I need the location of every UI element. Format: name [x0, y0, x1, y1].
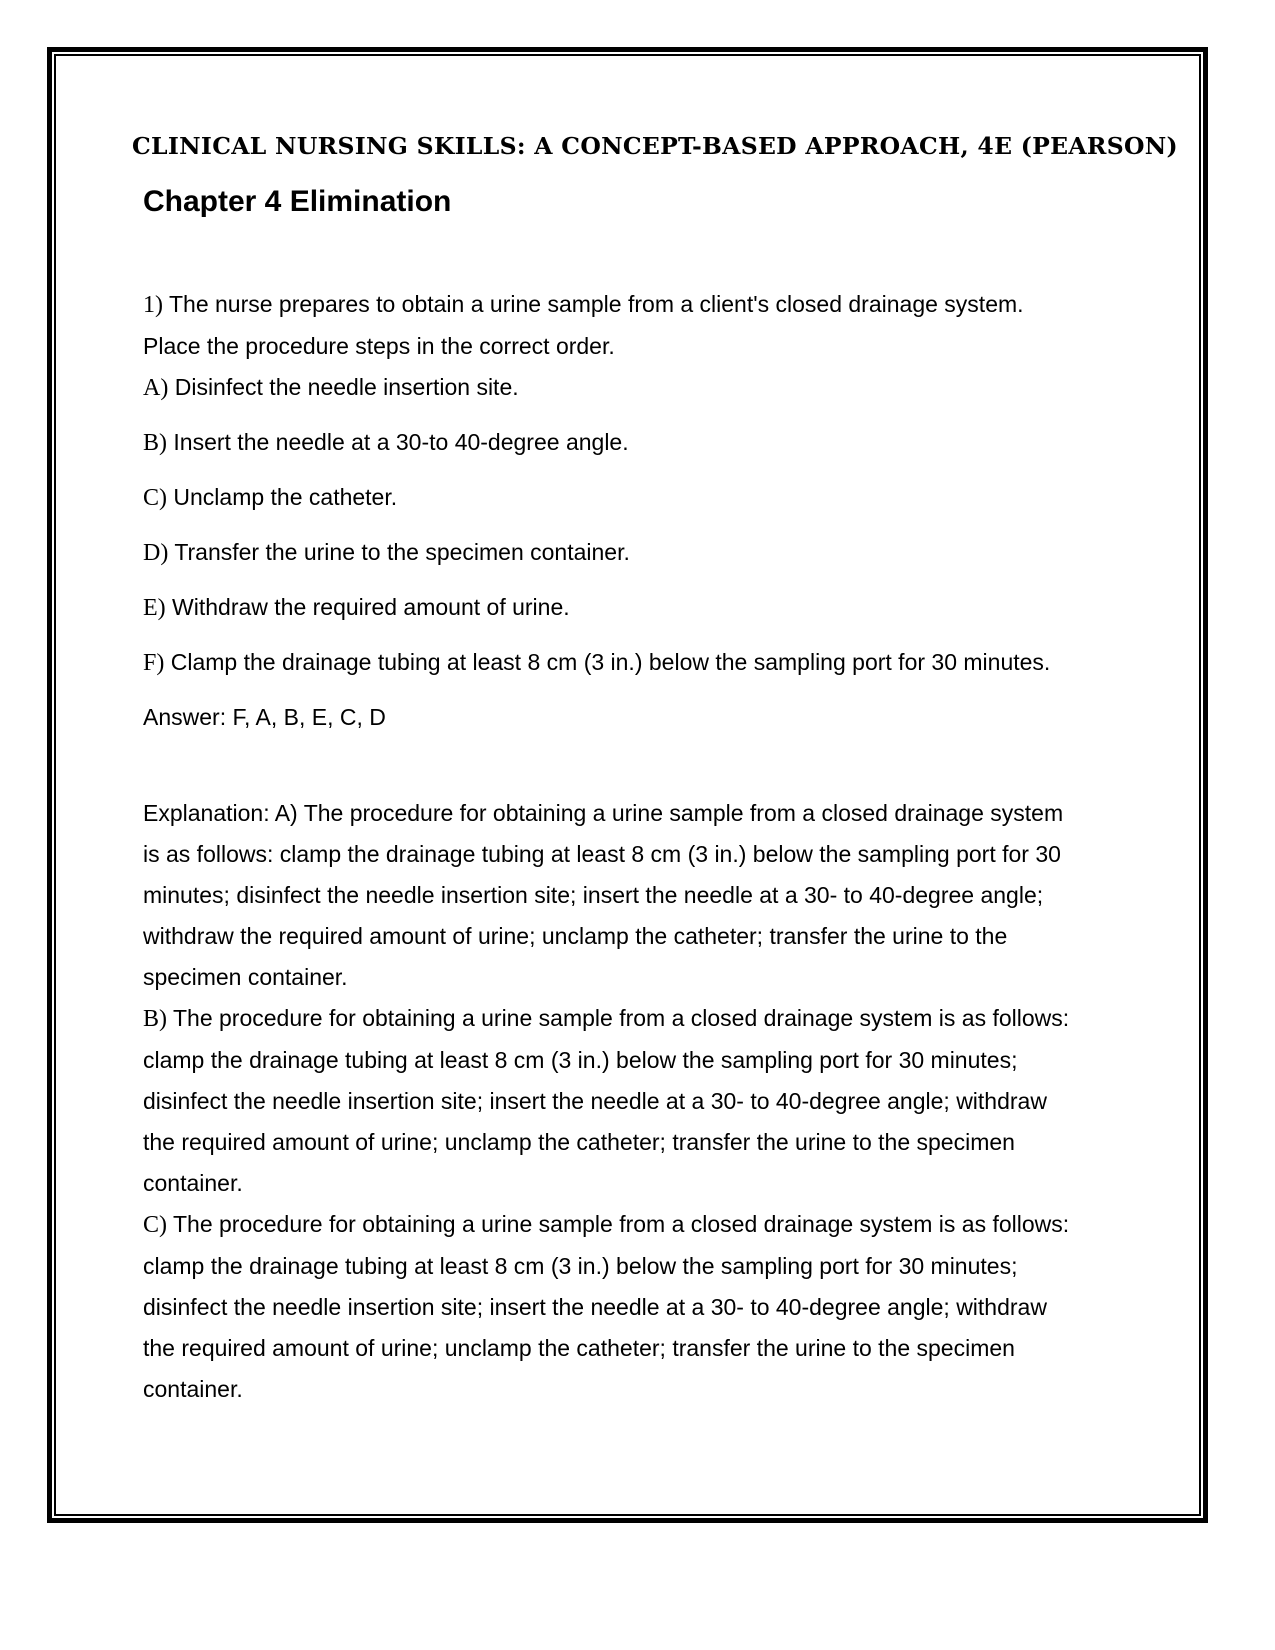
option-f	[143, 642, 1073, 684]
option-text: Unclamp the catheter.	[173, 484, 398, 510]
option-b	[143, 422, 1073, 464]
question-block	[143, 284, 1073, 1410]
explanation-a	[143, 793, 1073, 998]
book-title: CLINICAL NURSING SKILLS: A CONCEPT-BASED APPROACH, 4E (PEARSON)	[132, 132, 1178, 160]
option-label: F)	[143, 650, 165, 676]
option-text: Disinfect the needle insertion site.	[174, 374, 519, 400]
option-label: C)	[143, 485, 167, 511]
chapter-title: Chapter 4 Elimination	[143, 185, 452, 218]
option-a	[143, 367, 1073, 409]
explanation-c	[143, 1204, 1073, 1410]
option-c	[143, 477, 1073, 519]
option-text: Clamp the drainage tubing at least 8 cm (3 in.) below the sampling port for 30 minutes.	[170, 649, 1051, 675]
explanation-text: The procedure for obtaining a urine sample from a closed drainage system is as follows: clamp the drainage tubing at least 8 cm (3 in.) below the sampling port for 30 minutes; disinfect the needle insertion site; insert the needle at a 30- to 40-degree angle; withdraw the required amount of urine; unclamp the catheter; transfer the urine to the specimen container.	[143, 1005, 1070, 1196]
explanation-label: Explanation: A)	[143, 800, 298, 826]
option-label: B)	[143, 430, 167, 456]
explanation-text: The procedure for obtaining a urine sample from a closed drainage system is as follows: clamp the drainage tubing at least 8 cm (3 in.) below the sampling port for 30 minutes; disinfect the needle insertion site; insert the needle at a 30- to 40-degree angle; withdraw the required amount of urine; unclamp the catheter; transfer the urine to the specimen container.	[143, 800, 1064, 990]
option-e	[143, 587, 1073, 629]
explanation-b	[143, 998, 1073, 1204]
question-stem	[143, 284, 1073, 367]
option-label: A)	[143, 375, 169, 401]
option-label: E)	[143, 595, 166, 621]
option-label: D)	[143, 540, 169, 566]
explanation-text: The procedure for obtaining a urine sample from a closed drainage system is as follows: clamp the drainage tubing at least 8 cm (3 in.) below the sampling port for 30 minutes; disinfect the needle insertion site; insert the needle at a 30- to 40-degree angle; withdraw the required amount of urine; unclamp the catheter; transfer the urine to the specimen container.	[143, 1211, 1070, 1402]
answer: Answer: F, A, B, E, C, D	[143, 704, 386, 730]
question-text: The nurse prepares to obtain a urine sample from a client's closed drainage system. Place the procedure steps in the correct order.	[143, 291, 1024, 359]
option-text: Withdraw the required amount of urine.	[172, 594, 570, 620]
option-text: Insert the needle at a 30-to 40-degree angle.	[173, 429, 629, 455]
option-d	[143, 532, 1073, 574]
question-number: 1)	[143, 292, 163, 318]
explanation-label: C)	[143, 1212, 167, 1238]
option-text: Transfer the urine to the specimen container.	[174, 539, 630, 565]
explanation-label: B)	[143, 1006, 167, 1032]
